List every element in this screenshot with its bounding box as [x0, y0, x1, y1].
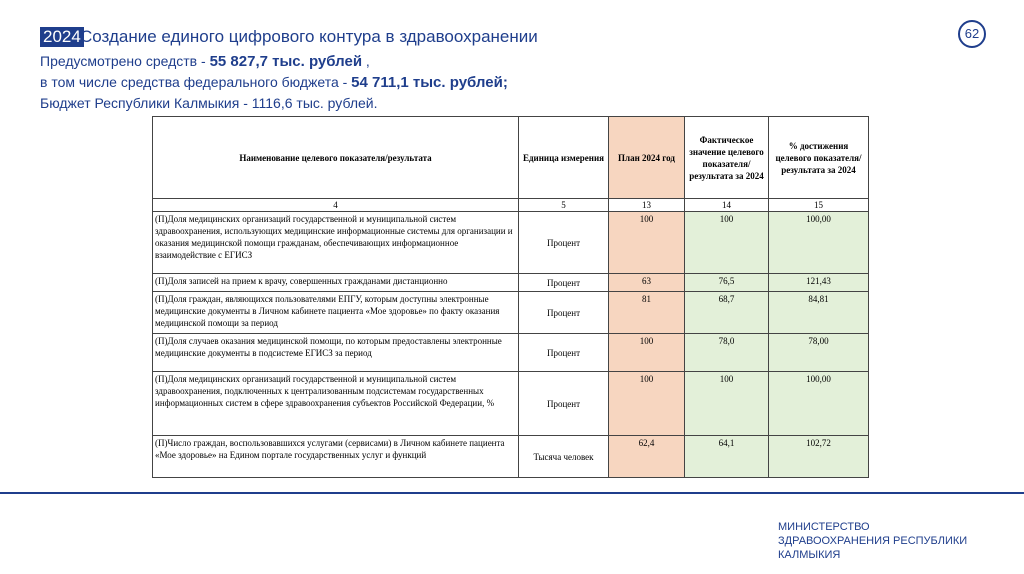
- page-title: Создание единого цифрового контура в здравоохранении: [80, 27, 538, 46]
- table-row: [153, 292, 869, 334]
- table-row: [153, 436, 869, 478]
- indicator-unit: Процент: [519, 212, 609, 274]
- indicator-unit: Тысяча человек: [519, 436, 609, 478]
- indicator-fact: 100: [685, 372, 769, 436]
- column-number: 13: [609, 199, 685, 212]
- header-plan: План 2024 год: [609, 117, 685, 199]
- indicator-unit: Процент: [519, 274, 609, 292]
- indicator-name: (П)Доля медицинских организаций государственной и муниципальной систем здравоохранения, подключенных к централизованным подсистемам государственных информационных систем в сфере здравоохранения субъектов Российской Федерации, %: [153, 372, 519, 436]
- year-badge: 2024: [40, 27, 84, 47]
- indicator-fact: 78,0: [685, 334, 769, 372]
- indicators-table: [152, 116, 869, 478]
- indicator-fact: 76,5: [685, 274, 769, 292]
- indicator-plan: 62,4: [609, 436, 685, 478]
- table-row: [153, 372, 869, 436]
- indicator-plan: 100: [609, 372, 685, 436]
- table-row: [153, 334, 869, 372]
- column-number: 5: [519, 199, 609, 212]
- column-number-row: [153, 199, 869, 212]
- indicator-plan: 100: [609, 334, 685, 372]
- indicator-pct: 102,72: [769, 436, 869, 478]
- indicator-pct: 78,00: [769, 334, 869, 372]
- indicator-plan: 63: [609, 274, 685, 292]
- indicator-unit: Процент: [519, 292, 609, 334]
- ministry-caption: МИНИСТЕРСТВО ЗДРАВООХРАНЕНИЯ РЕСПУБЛИКИ КАЛМЫКИЯ: [778, 521, 968, 561]
- header-fact: Фактическое значение целевого показателя/результата за 2024: [685, 117, 769, 199]
- funding-regional: Бюджет Республики Калмыкия - 1116,6 тыс. рублей.: [40, 95, 378, 111]
- indicator-name: (П)Доля записей на прием к врачу, совершенных гражданами дистанционно: [153, 274, 519, 292]
- table-row: [153, 212, 869, 274]
- indicator-pct: 84,81: [769, 292, 869, 334]
- indicator-name: (П)Доля медицинских организаций государственной и муниципальной систем здравоохранения, использующих медицинские информационные системы для организации и оказания медицинской помощи гражданам, обеспечивающих информационное взаимодействие с ЕГИСЗ: [153, 212, 519, 274]
- indicator-pct: 121,43: [769, 274, 869, 292]
- indicator-unit: Процент: [519, 334, 609, 372]
- table-row: [153, 274, 869, 292]
- indicator-pct: 100,00: [769, 372, 869, 436]
- footer-divider: [0, 492, 1024, 494]
- indicator-plan: 81: [609, 292, 685, 334]
- indicator-fact: 68,7: [685, 292, 769, 334]
- indicator-fact: 64,1: [685, 436, 769, 478]
- funding-total: Предусмотрено средств - 55 827,7 тыс. рублей ,: [40, 53, 370, 70]
- indicator-plan: 100: [609, 212, 685, 274]
- header-pct: % достижения целевого показателя/результата за 2024: [769, 117, 869, 199]
- indicator-fact: 100: [685, 212, 769, 274]
- indicator-name: (П)Доля граждан, являющихся пользователями ЕПГУ, которым доступны электронные медицинские документы в Личном кабинете пациента «Мое здоровье» по факту оказания медицинской помощи за период: [153, 292, 519, 334]
- column-number: 14: [685, 199, 769, 212]
- column-number: 4: [153, 199, 519, 212]
- indicator-pct: 100,00: [769, 212, 869, 274]
- indicator-name: (П)Доля случаев оказания медицинской помощи, по которым предоставлены электронные медицинские документы в подсистеме ЕГИСЗ за период: [153, 334, 519, 372]
- header-unit: Единица измерения: [519, 117, 609, 199]
- page-number: 62: [958, 20, 986, 48]
- column-number: 15: [769, 199, 869, 212]
- indicator-unit: Процент: [519, 372, 609, 436]
- header-name: Наименование целевого показателя/результата: [153, 117, 519, 199]
- indicator-name: (П)Число граждан, воспользовавшихся услугами (сервисами) в Личном кабинете пациента «Мое здоровье» на Едином портале государственных услуг и функций: [153, 436, 519, 478]
- funding-federal: в том числе средства федерального бюджета - 54 711,1 тыс. рублей;: [40, 74, 508, 91]
